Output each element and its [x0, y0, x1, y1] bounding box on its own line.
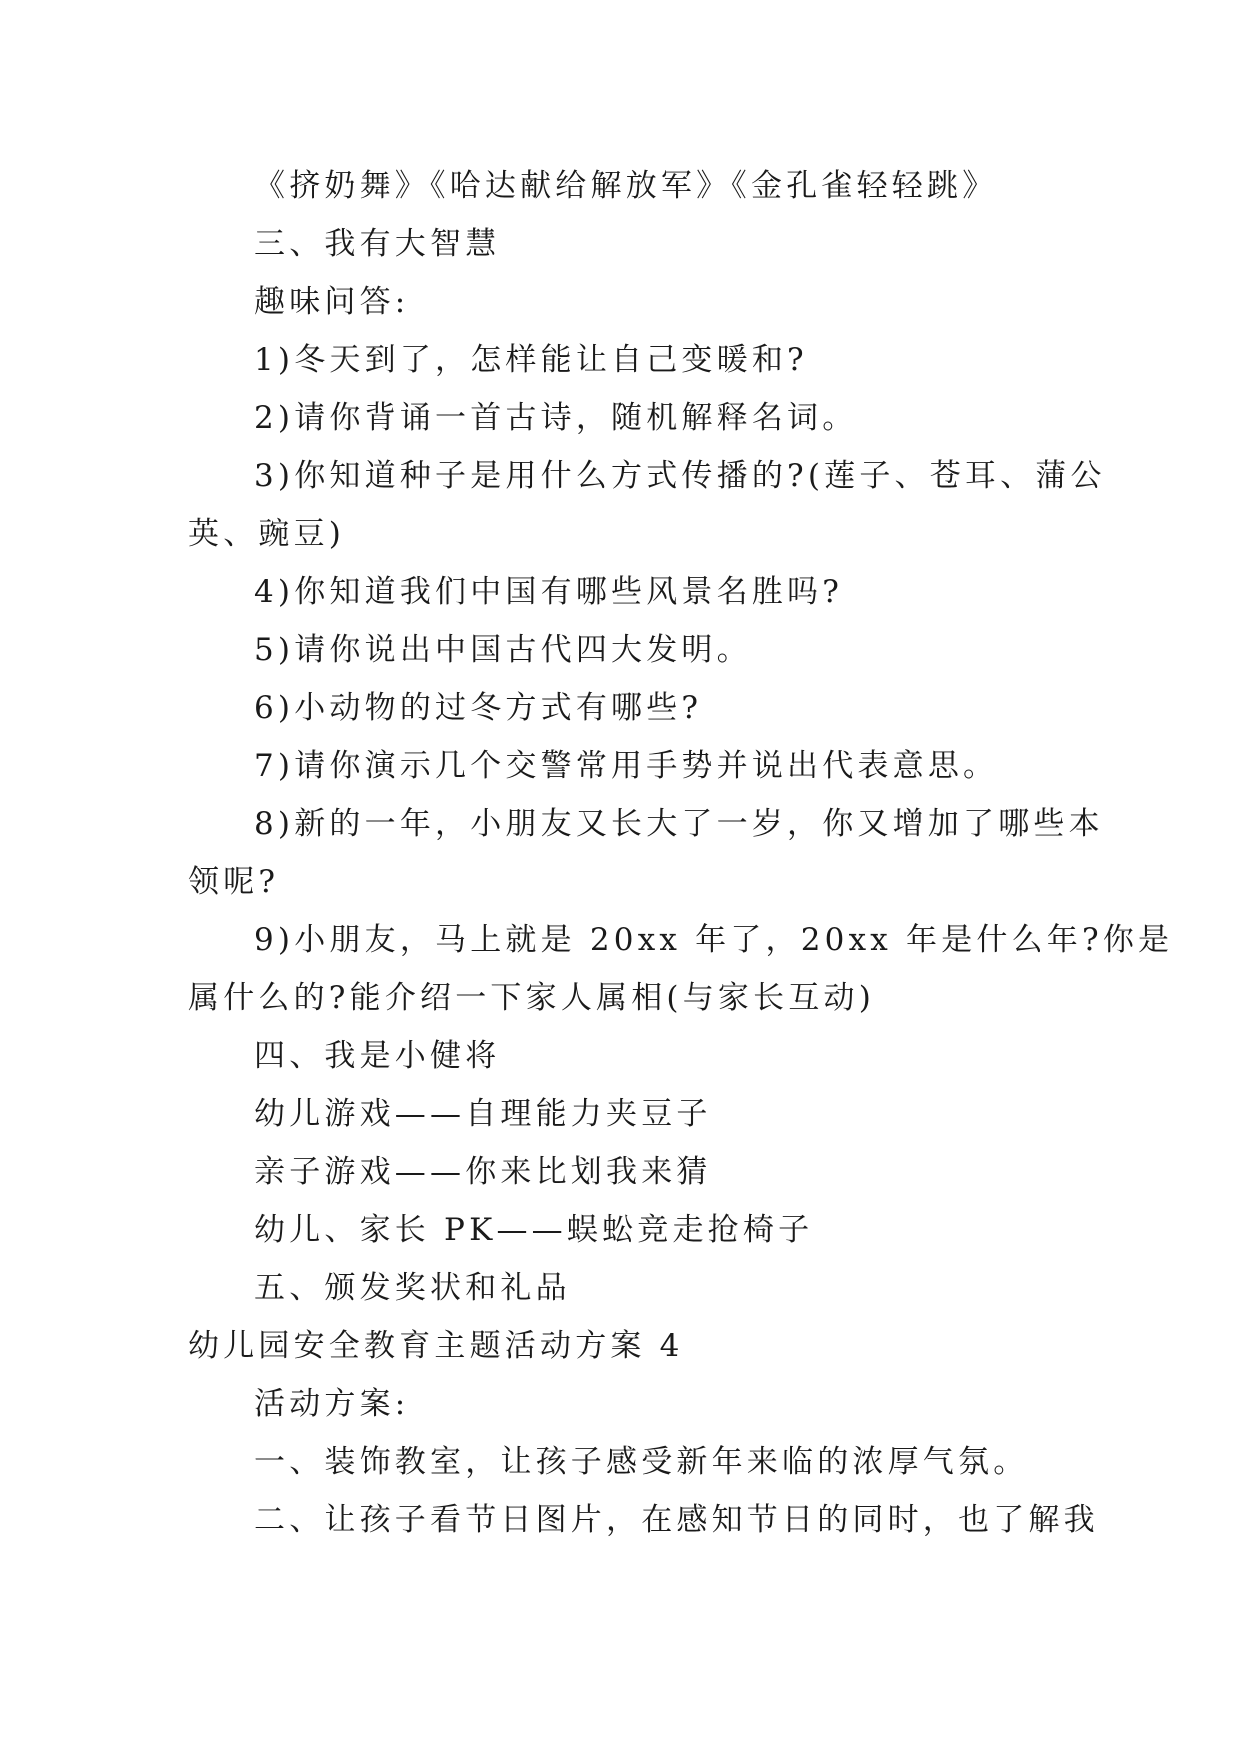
- plan-subheading: 活动方案:: [254, 1386, 410, 1422]
- game-item-2: 亲子游戏——你来比划我来猜: [254, 1154, 712, 1190]
- quiz-item-5: 5)请你说出中国古代四大发明。: [254, 632, 752, 668]
- quiz-item-8-continued: 领呢?: [188, 864, 280, 900]
- quiz-item-3-continued: 英、豌豆): [188, 516, 346, 552]
- quiz-item-4: 4)你知道我们中国有哪些风景名胜吗?: [254, 574, 844, 610]
- quiz-item-1: 1)冬天到了，怎样能让自己变暖和?: [254, 342, 808, 378]
- quiz-item-7: 7)请你演示几个交警常用手势并说出代表意思。: [254, 748, 999, 784]
- quiz-item-6: 6)小动物的过冬方式有哪些?: [254, 690, 703, 726]
- plan-title: 幼儿园安全教育主题活动方案 4: [188, 1328, 684, 1364]
- section-heading-5: 五、颁发奖状和礼品: [254, 1270, 571, 1306]
- game-item-1: 幼儿游戏——自理能力夹豆子: [254, 1096, 712, 1132]
- quiz-item-2: 2)请你背诵一首古诗，随机解释名词。: [254, 400, 858, 436]
- quiz-item-9: 9)小朋友，马上就是 20xx 年了，20xx 年是什么年?你是: [254, 922, 1174, 958]
- plan-step-2: 二、让孩子看节日图片，在感知节日的同时，也了解我: [254, 1502, 1099, 1538]
- plan-step-1: 一、装饰教室，让孩子感受新年来临的浓厚气氛。: [254, 1444, 1029, 1480]
- game-item-3: 幼儿、家长 PK——蜈蚣竞走抢椅子: [254, 1212, 814, 1248]
- quiz-item-8: 8)新的一年，小朋友又长大了一岁，你又增加了哪些本: [254, 806, 1104, 842]
- quiz-item-9-continued: 属什么的?能介绍一下家人属相(与家长互动): [188, 980, 876, 1016]
- quiz-item-3: 3)你知道种子是用什么方式传播的?(莲子、苍耳、蒲公: [254, 458, 1106, 494]
- section-heading-4: 四、我是小健将: [254, 1038, 501, 1074]
- dance-list-line: 《挤奶舞》《哈达献给解放军》《金孔雀轻轻跳》: [254, 168, 998, 204]
- quiz-heading: 趣味问答:: [254, 284, 410, 320]
- section-heading-3: 三、我有大智慧: [254, 226, 501, 262]
